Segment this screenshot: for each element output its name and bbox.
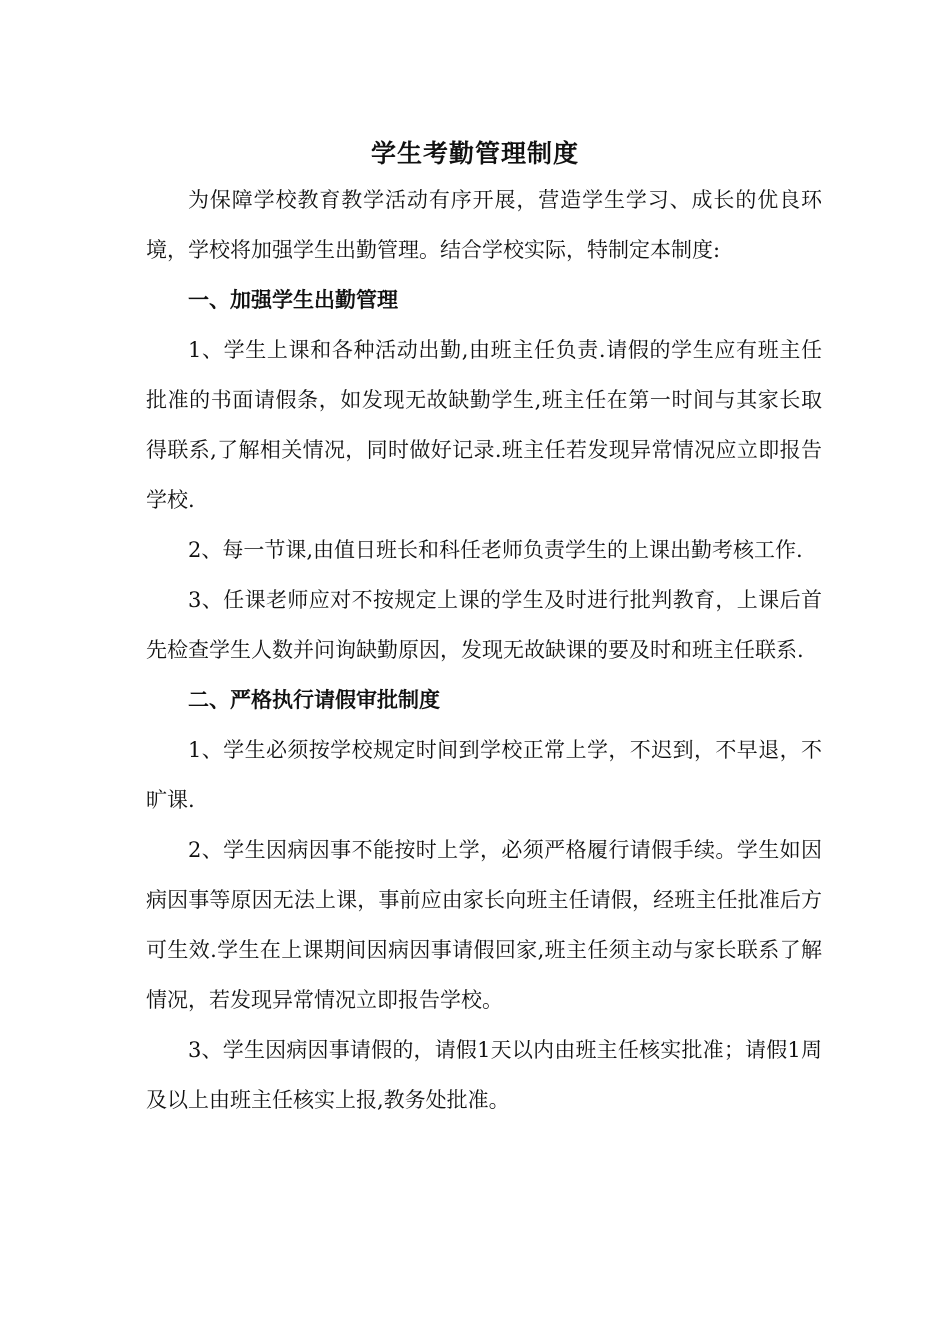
section-2-item-2: 2、学生因病因事不能按时上学，必须严格履行请假手续。学生如因病因事等原因无法上课，事前应由家长向班主任请假，经班主任批准后方可生效.学生在上课期间因病因事请假回家,班主任须主动与家长联系了解情况，若发现异常情况立即报告学校。	[146, 838, 822, 1012]
section-1-item-1: 1、学生上课和各种活动出勤,由班主任负责.请假的学生应有班主任批准的书面请假条，如发现无故缺勤学生,班主任在第一时间与其家长取得联系,了解相关情况，同时做好记录.班主任若发现异常情况应立即报告学校.	[146, 338, 822, 512]
section-heading-1: 一、加强学生出勤管理	[188, 287, 398, 312]
section-1-item-3: 3、任课老师应对不按规定上课的学生及时进行批判教育，上课后首先检查学生人数并问询缺勤原因，发现无故缺课的要及时和班主任联系.	[146, 588, 822, 662]
section-2-item-3: 3、学生因病因事请假的，请假1天以内由班主任核实批准；请假1周及以上由班主任核实上报,教务处批准。	[146, 1038, 822, 1112]
document-title: 学生考勤管理制度	[370, 139, 579, 168]
document-body	[146, 175, 822, 1125]
intro-paragraph: 为保障学校教育教学活动有序开展，营造学生学习、成长的优良环境，学校将加强学生出勤管理。结合学校实际，特制定本制度:	[146, 188, 822, 262]
section-2-item-1: 1、学生必须按学校规定时间到学校正常上学，不迟到，不早退，不旷课.	[146, 738, 822, 812]
section-1-item-2: 2、每一节课,由值日班长和科任老师负责学生的上课出勤考核工作.	[188, 538, 803, 562]
section-heading-2: 二、严格执行请假审批制度	[188, 687, 440, 712]
